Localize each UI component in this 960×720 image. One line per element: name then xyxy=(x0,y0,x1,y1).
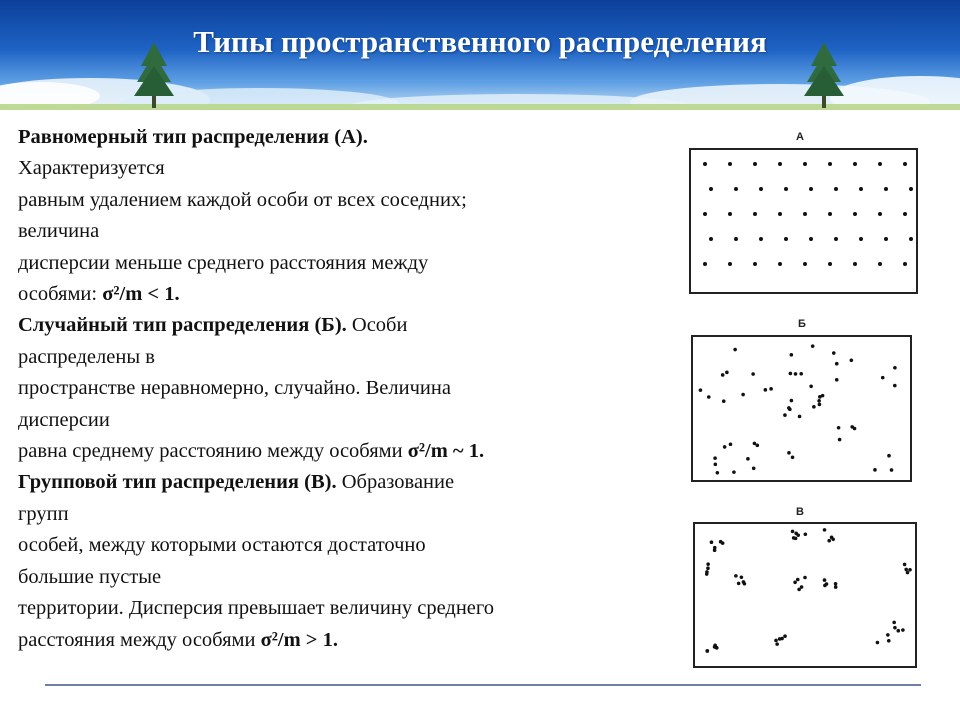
uniform-dot xyxy=(853,262,857,266)
uniform-dot xyxy=(834,187,838,191)
random-dot xyxy=(769,387,773,391)
uniform-dot xyxy=(884,187,888,191)
clumped-dot xyxy=(796,533,800,537)
clumped-dot xyxy=(783,634,787,638)
uniform-dot xyxy=(853,212,857,216)
uniform-dot xyxy=(778,262,782,266)
uniform-dot xyxy=(778,162,782,166)
clumped-dot xyxy=(834,582,838,586)
uniform-dot xyxy=(909,237,913,241)
uniform-dot xyxy=(828,262,832,266)
clumped-dot xyxy=(740,575,744,579)
clumped-dot xyxy=(893,626,897,630)
clumped-dot xyxy=(714,645,718,649)
page-title: Типы пространственного распределения xyxy=(193,24,767,59)
uniform-dot xyxy=(734,237,738,241)
uniform-line-6 xyxy=(18,279,658,310)
figure-c-label: В xyxy=(796,506,804,518)
random-dot xyxy=(794,372,798,376)
random-dot xyxy=(790,399,794,403)
figure-b-random xyxy=(691,335,912,482)
random-dot xyxy=(707,395,711,399)
random-dot xyxy=(799,372,803,376)
clumped-heading-line xyxy=(18,467,658,498)
uniform-dot xyxy=(884,237,888,241)
random-dot xyxy=(887,454,891,458)
clumped-dot xyxy=(791,530,795,534)
random-dot xyxy=(791,455,795,459)
clumped-line-6-text: расстояния между особями xyxy=(18,628,261,651)
uniform-dot xyxy=(734,187,738,191)
clumped-dot xyxy=(892,621,896,625)
uniform-dot xyxy=(703,162,707,166)
random-dot xyxy=(873,468,877,472)
random-heading-line xyxy=(18,310,658,341)
clumped-dot xyxy=(710,540,714,544)
random-dot xyxy=(722,399,726,403)
uniform-dot xyxy=(759,237,763,241)
random-dot xyxy=(751,372,755,376)
description-text xyxy=(18,122,658,656)
clumped-dot xyxy=(800,585,804,589)
random-dot xyxy=(835,378,839,382)
clumped-heading: Групповой тип распределения (В). xyxy=(18,471,337,494)
clumped-formula: σ²/m > 1. xyxy=(260,628,338,651)
uniform-dot xyxy=(803,262,807,266)
uniform-dot xyxy=(778,212,782,216)
random-dot xyxy=(713,456,717,460)
uniform-dot xyxy=(903,212,907,216)
clumped-dot xyxy=(734,574,738,578)
random-dot xyxy=(818,403,822,407)
random-dot xyxy=(890,468,894,472)
figure-a-label: А xyxy=(796,131,804,143)
uniform-dot xyxy=(853,162,857,166)
clumped-dot xyxy=(831,537,835,541)
clumped-dot xyxy=(908,568,912,572)
clumped-dot xyxy=(792,536,796,540)
random-heading: Случайный тип распределения (Б). xyxy=(18,314,347,337)
clumped-dot xyxy=(904,568,908,572)
clumped-dot xyxy=(823,578,827,582)
clumped-dot xyxy=(796,578,800,582)
random-dot xyxy=(838,438,842,442)
uniform-dot xyxy=(809,187,813,191)
clumped-dot xyxy=(737,582,741,586)
random-dot xyxy=(752,466,756,470)
clumped-dot xyxy=(823,528,827,532)
uniform-dot xyxy=(909,187,913,191)
uniform-dot xyxy=(878,262,882,266)
random-dot xyxy=(714,463,718,467)
random-line-5 xyxy=(18,436,658,467)
clumped-dot xyxy=(706,562,710,566)
random-dot xyxy=(725,371,729,375)
clumped-dot xyxy=(906,571,910,575)
figure-a-uniform xyxy=(689,148,918,294)
random-line-5-text: равна среднему расстоянию между особями xyxy=(18,440,408,463)
clumped-dot xyxy=(886,633,890,637)
clumped-dot xyxy=(876,641,880,645)
clumped-dot xyxy=(887,639,891,643)
clumped-dot xyxy=(827,539,831,543)
clumped-dot xyxy=(901,628,905,632)
random-dot xyxy=(764,388,768,392)
uniform-dot xyxy=(859,237,863,241)
clumped-dot xyxy=(780,637,784,641)
random-dot xyxy=(821,394,825,398)
clumped-dot xyxy=(705,572,709,576)
figure-c-clumped xyxy=(693,522,917,668)
random-dot xyxy=(850,358,854,362)
uniform-dot xyxy=(753,212,757,216)
random-line-4: дисперсии xyxy=(18,408,110,431)
random-dot xyxy=(817,399,821,403)
uniform-line-6-text: особями: xyxy=(18,283,103,306)
clumped-dot xyxy=(823,584,827,588)
random-formula: σ²/m ~ 1. xyxy=(407,440,485,463)
random-line-2: распределены в xyxy=(18,345,155,368)
uniform-dot xyxy=(903,262,907,266)
uniform-dot xyxy=(878,162,882,166)
figure-a-dots xyxy=(691,150,916,292)
bottom-divider xyxy=(45,684,921,686)
uniform-dot xyxy=(753,162,757,166)
random-dot xyxy=(832,351,836,355)
uniform-dot xyxy=(703,262,707,266)
uniform-heading-line xyxy=(18,122,658,153)
uniform-dot xyxy=(728,162,732,166)
uniform-dot xyxy=(809,237,813,241)
random-dot xyxy=(721,373,725,377)
clumped-dot xyxy=(775,642,779,646)
uniform-dot xyxy=(753,262,757,266)
clumped-line-6 xyxy=(18,625,658,656)
random-dot xyxy=(789,372,793,376)
clumped-dot xyxy=(713,546,717,550)
clumped-dot xyxy=(903,563,907,567)
random-dot xyxy=(723,445,727,449)
clumped-dot xyxy=(706,566,710,570)
uniform-dot xyxy=(728,212,732,216)
figure-b-dots xyxy=(693,337,910,480)
random-dot xyxy=(790,353,794,357)
uniform-formula: σ²/m < 1. xyxy=(102,283,180,306)
random-dot xyxy=(729,442,733,446)
random-dot xyxy=(837,426,841,430)
uniform-line-4: величина xyxy=(18,220,100,243)
uniform-line-5: дисперсии меньше среднего расстояния между xyxy=(18,251,429,274)
clumped-dot xyxy=(705,649,709,653)
uniform-dot xyxy=(759,187,763,191)
random-line-3: пространстве неравномерно, случайно. Величина xyxy=(18,377,451,400)
random-dot xyxy=(798,415,802,419)
uniform-dot xyxy=(878,212,882,216)
uniform-dot xyxy=(703,212,707,216)
clumped-dot xyxy=(804,532,808,536)
clumped-line-3: особей, между которыми остаются достаточно xyxy=(18,534,426,557)
random-dot xyxy=(893,384,897,388)
random-dot xyxy=(741,393,745,397)
random-dot xyxy=(893,366,897,370)
uniform-dot xyxy=(828,212,832,216)
random-dot xyxy=(732,470,736,474)
clumped-dot xyxy=(896,629,900,633)
uniform-dot xyxy=(709,237,713,241)
random-heading-tail: Особи xyxy=(346,314,408,337)
random-dot xyxy=(835,362,839,366)
clumped-dot xyxy=(793,580,797,584)
clumped-line-5: территории. Дисперсия превышает величину среднего xyxy=(18,597,495,620)
uniform-dot xyxy=(834,237,838,241)
uniform-dot xyxy=(728,262,732,266)
random-dot xyxy=(716,471,720,475)
uniform-heading: Равномерный тип распределения (А). xyxy=(18,126,368,148)
clumped-line-2: групп xyxy=(18,502,69,525)
random-dot xyxy=(699,388,703,392)
uniform-dot xyxy=(784,237,788,241)
clumped-dot xyxy=(774,639,778,643)
uniform-line-3: равным удалением каждой особи от всех соседних; xyxy=(18,188,467,211)
clumped-dot xyxy=(742,580,746,584)
header-banner xyxy=(0,0,960,110)
uniform-line-2: Характеризуется xyxy=(18,157,165,180)
uniform-dot xyxy=(828,162,832,166)
random-dot xyxy=(787,406,791,410)
clumped-dot xyxy=(834,585,838,589)
random-dot xyxy=(733,348,737,352)
uniform-dot xyxy=(803,212,807,216)
uniform-dot xyxy=(803,162,807,166)
uniform-dot xyxy=(709,187,713,191)
random-dot xyxy=(811,344,815,348)
random-dot xyxy=(746,457,750,461)
uniform-dot xyxy=(784,187,788,191)
uniform-dot xyxy=(859,187,863,191)
random-dot xyxy=(850,425,854,429)
random-dot xyxy=(753,442,757,446)
random-dot xyxy=(787,451,791,455)
clumped-dot xyxy=(803,576,807,580)
clumped-line-4: большие пустые xyxy=(18,565,162,588)
figure-c-dots xyxy=(695,524,915,666)
clumped-dot xyxy=(719,540,723,544)
figure-b-label: Б xyxy=(798,318,806,330)
random-dot xyxy=(812,405,816,409)
random-dot xyxy=(783,413,787,417)
clumped-heading-tail: Образование xyxy=(336,471,455,494)
uniform-dot xyxy=(903,162,907,166)
random-dot xyxy=(809,384,813,388)
random-dot xyxy=(881,376,885,380)
